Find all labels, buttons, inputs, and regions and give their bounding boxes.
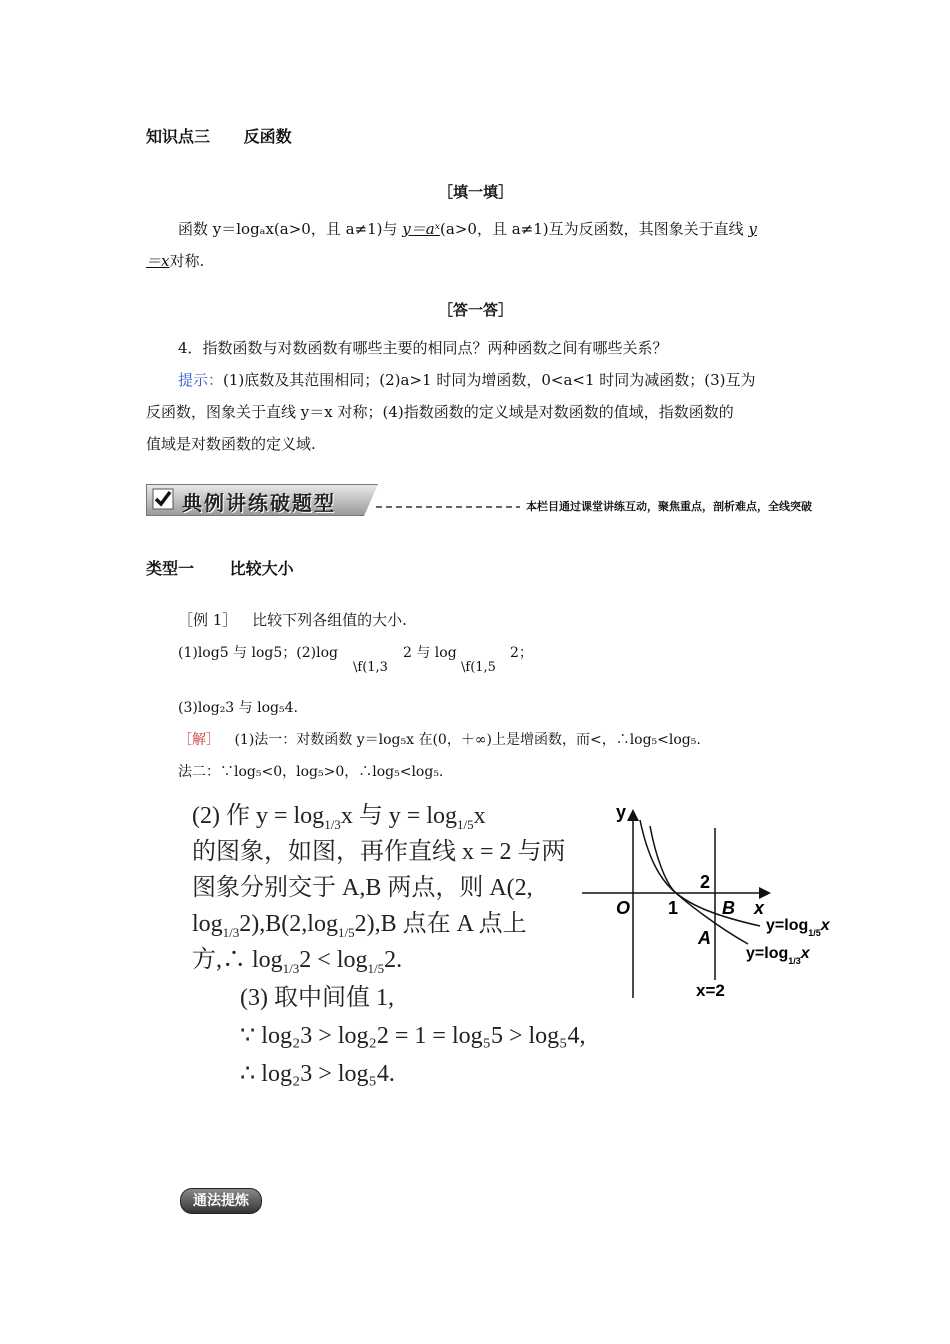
curve1-var: x	[820, 917, 830, 934]
figure-line8: ∴ log₂3 > log₅4.	[240, 1061, 395, 1087]
method-summary-badge: 通法提炼	[180, 1188, 262, 1214]
origin-label: O	[616, 898, 631, 918]
y-axis-label: y	[616, 802, 627, 822]
solution-line1	[178, 730, 701, 750]
example-line2: (3)log₂3 与 log₅4.	[178, 700, 298, 716]
banner-title: 典例讲练破题型	[182, 491, 336, 515]
base-1-5: 1/5	[367, 960, 385, 976]
figure-text: (2) 作 y = log	[192, 803, 325, 829]
figure-text: x 与 y = log	[340, 803, 458, 829]
base-1-3: 1/3	[324, 816, 341, 832]
base-1-3: 1/3	[222, 924, 240, 940]
figure-line2: 的图象，如图，再作直线 x = 2 与两	[192, 839, 566, 865]
frac-1-5-raw: \f(1,5	[461, 660, 496, 675]
curve1-label-text: y=log	[766, 917, 809, 934]
point-b-label: B	[722, 898, 735, 918]
fill-in-paragraph-line1	[178, 219, 757, 239]
curve2-var: x	[800, 945, 810, 962]
tick-two-label: 2	[700, 872, 711, 892]
figure-line3: 图象分别交于 A,B 两点，则 A(2,	[192, 875, 533, 901]
fill-in-text-end: 对称.	[169, 252, 205, 270]
figure-text: 2),B 点在 A 点上	[354, 911, 527, 937]
section-number: 知识点三	[146, 127, 211, 146]
base-1-5: 1/5	[457, 816, 474, 832]
figure-text: log	[192, 911, 223, 937]
fill-in-answer2-part1: y	[748, 220, 757, 238]
hint-line2: 反函数，图象关于直线 y＝x 对称；(4)指数函数的定义域是对数函数的值域，指数函数的	[146, 403, 734, 421]
fill-in-text-rest: (a>0，且 a≠1)互为反函数，其图象关于直线	[440, 220, 749, 238]
type-title	[146, 556, 294, 579]
fill-in-text: 函数 y＝logₐx(a>0，且 a≠1)与	[178, 220, 403, 238]
figure-text: x	[473, 803, 486, 829]
hint-label: 提示：	[178, 371, 224, 389]
example-part1: (1)log5 与 log5；(2)log	[178, 645, 338, 661]
hint-line3: 值域是对数函数的定义域.	[146, 435, 316, 453]
solution-label: ［解］	[178, 732, 220, 748]
hint-text: (1)底数及其范围相同；(2)a>1 时同为增函数，0<a<1 时同为减函数；(3)互为	[223, 371, 756, 389]
type-number: 类型一	[146, 559, 195, 578]
figure-line7: ∵ log₂3 > log₂2 = 1 = log₅5 > log₅4,	[240, 1023, 586, 1049]
example-part2: 2 与 log	[403, 645, 457, 661]
base-1-3: 1/3	[282, 960, 300, 976]
log-graph	[576, 798, 846, 1004]
base-1-5: 1/5	[337, 924, 355, 940]
point-a-label: A	[698, 928, 711, 948]
example-text: 比较下列各组值的大小.	[252, 611, 407, 629]
question-text: 4．指数函数与对数函数有哪些主要的相同点？两种函数之间有哪些关系？	[178, 339, 668, 357]
curve1-label	[766, 917, 831, 938]
figure-text: 2 < log	[299, 947, 368, 973]
fill-in-heading: ［填一填］	[438, 183, 514, 201]
solution-text: (1)法一：对数函数 y＝log₅x 在(0，＋∞)上是增函数，而<，∴log₅<log₅.	[234, 732, 701, 748]
banner-description: 本栏目通过课堂讲练互动，聚焦重点，剖析难点，全线突破	[520, 498, 812, 514]
section-banner	[146, 484, 812, 516]
hint-line1	[178, 370, 756, 390]
fill-in-paragraph-line2	[146, 251, 204, 271]
figure-line6: (3) 取中间值 1,	[240, 985, 394, 1011]
example-label: ［例 1］	[178, 611, 238, 629]
x-axis-label: x	[754, 898, 765, 918]
fill-in-answer2-part2: ＝x	[146, 252, 170, 270]
curve2-label-text: y=log	[746, 945, 789, 962]
example-part3: 2；	[510, 645, 533, 661]
figure-text: 2),B(2,log	[239, 911, 338, 937]
tick-one-label: 1	[668, 898, 679, 918]
figure-text: 方,∴ log	[192, 947, 283, 973]
curve1-base: 1/5	[808, 928, 821, 938]
solution-line2: 法二：∵log₅<0，log₅>0，∴log₅<log₅.	[178, 764, 444, 780]
curve2-base: 1/3	[788, 956, 801, 966]
fill-in-answer: y＝aˣ	[402, 220, 441, 238]
section-title	[146, 127, 292, 147]
curve2-label	[746, 945, 811, 966]
figure-text: 2.	[384, 947, 403, 973]
answer-heading: ［答一答］	[438, 301, 514, 319]
check-icon	[152, 488, 174, 510]
section-subtitle: 反函数	[243, 127, 292, 146]
example-heading	[178, 610, 407, 630]
type-subtitle: 比较大小	[229, 559, 294, 578]
line-x2-label: x=2	[696, 981, 725, 1000]
example-line1	[178, 643, 338, 663]
frac-1-3-raw: \f(1,3	[353, 660, 388, 675]
curve-log-1-3	[650, 826, 748, 944]
